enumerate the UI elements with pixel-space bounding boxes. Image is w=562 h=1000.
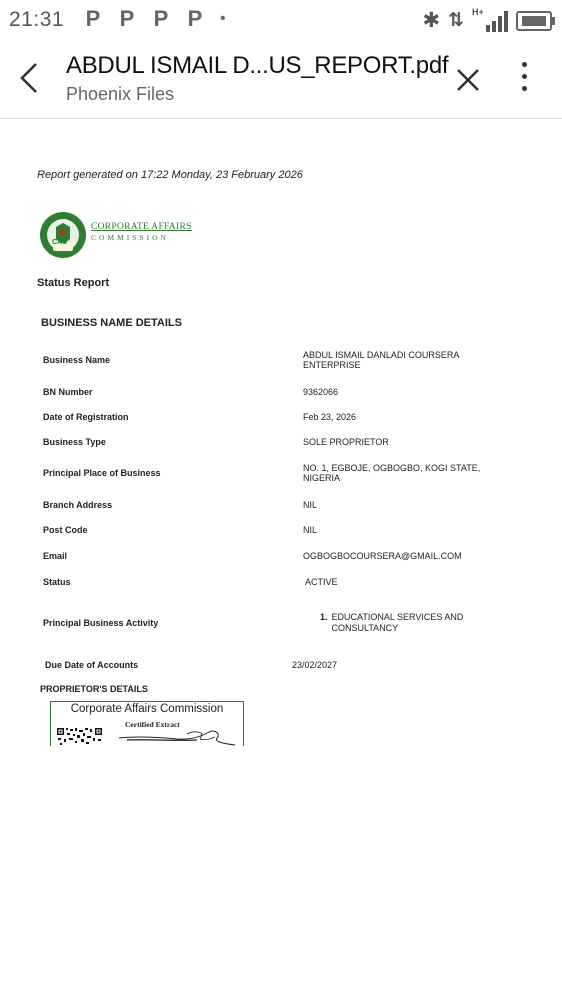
more-vert-icon bbox=[522, 62, 527, 67]
overflow-menu-button[interactable] bbox=[510, 58, 538, 102]
due-date-value: 23/02/2027 bbox=[292, 660, 338, 670]
close-button[interactable] bbox=[448, 60, 488, 100]
proprietor-heading: PROPRIETOR'S DETAILS bbox=[40, 684, 148, 694]
detail-value: OGBOGBOCOURSERA@GMAIL.COM bbox=[303, 551, 462, 561]
due-date-label: Due Date of Accounts bbox=[45, 660, 139, 670]
detail-value: NO. 1, EGBOJE, OGBOGBO, KOGI STATE, NIGERIA bbox=[303, 463, 481, 483]
detail-value: ABDUL ISMAIL DANLADI COURSERA ENTERPRISE bbox=[303, 350, 459, 370]
clock: 21:31 bbox=[9, 8, 65, 31]
notification-p-icon: P bbox=[187, 6, 203, 31]
logo-badge-text: CAC bbox=[52, 239, 68, 246]
stamp-title: Corporate Affairs Commission bbox=[70, 703, 224, 715]
activity-value: EDUCATIONAL SERVICES AND CONSULTANCY bbox=[331, 612, 464, 633]
cac-logo-icon bbox=[38, 211, 88, 259]
qr-code-icon bbox=[56, 727, 104, 746]
activity-label: Principal Business Activity bbox=[43, 618, 159, 628]
status-bar bbox=[0, 0, 562, 38]
detail-label: BN Number bbox=[43, 387, 93, 397]
close-icon bbox=[448, 60, 488, 100]
data-transfer-icon: ⇅ bbox=[448, 10, 464, 31]
report-generated-line: Report generated on 17:22 Monday, 23 February 2026 bbox=[37, 169, 303, 181]
more-notifications-dot: • bbox=[220, 10, 226, 27]
detail-label: Date of Registration bbox=[43, 412, 129, 422]
detail-value: Feb 23, 2026 bbox=[303, 412, 357, 422]
detail-label: Business Type bbox=[43, 437, 106, 447]
app-bar bbox=[0, 38, 562, 119]
detail-value: SOLE PROPRIETOR bbox=[303, 437, 389, 447]
detail-label: Business Name bbox=[43, 355, 111, 365]
detail-value: 9362066 bbox=[303, 387, 339, 397]
status-value: ACTIVE bbox=[305, 577, 338, 587]
signature bbox=[117, 728, 237, 746]
logo-subtitle: COMMISSION bbox=[91, 233, 169, 242]
detail-value: NIL bbox=[303, 525, 318, 535]
battery-icon bbox=[516, 11, 552, 31]
detail-label: Status bbox=[43, 577, 71, 587]
status-report-heading: Status Report bbox=[37, 277, 110, 289]
stamp-subtitle: Certified Extract bbox=[125, 720, 180, 729]
pdf-page[interactable] bbox=[0, 119, 562, 1000]
notification-p-icon: P bbox=[85, 6, 101, 31]
detail-label: Branch Address bbox=[43, 500, 113, 510]
section-heading: BUSINESS NAME DETAILS bbox=[41, 317, 182, 329]
notification-p-icon: P bbox=[153, 6, 169, 31]
logo-title: CORPORATE AFFAIRS bbox=[91, 222, 192, 232]
notification-p-icon: P bbox=[119, 6, 135, 31]
detail-label: Email bbox=[43, 551, 68, 561]
back-button[interactable] bbox=[12, 54, 52, 102]
back-arrow-icon bbox=[12, 54, 52, 102]
network-type-label: H+ bbox=[472, 6, 484, 17]
signal-icon bbox=[472, 6, 508, 32]
notification-icons bbox=[80, 6, 226, 32]
bluetooth-icon: ✱ bbox=[422, 9, 441, 32]
document-title: ABDUL ISMAIL D...US_REPORT.pdf bbox=[66, 52, 449, 79]
certified-stamp bbox=[50, 701, 244, 746]
activity-list-item bbox=[320, 612, 510, 634]
detail-label: Principal Place of Business bbox=[43, 468, 161, 478]
activity-number: 1. bbox=[320, 612, 328, 622]
detail-value: NIL bbox=[303, 500, 318, 510]
detail-label: Post Code bbox=[43, 525, 88, 535]
app-name: Phoenix Files bbox=[66, 84, 175, 104]
